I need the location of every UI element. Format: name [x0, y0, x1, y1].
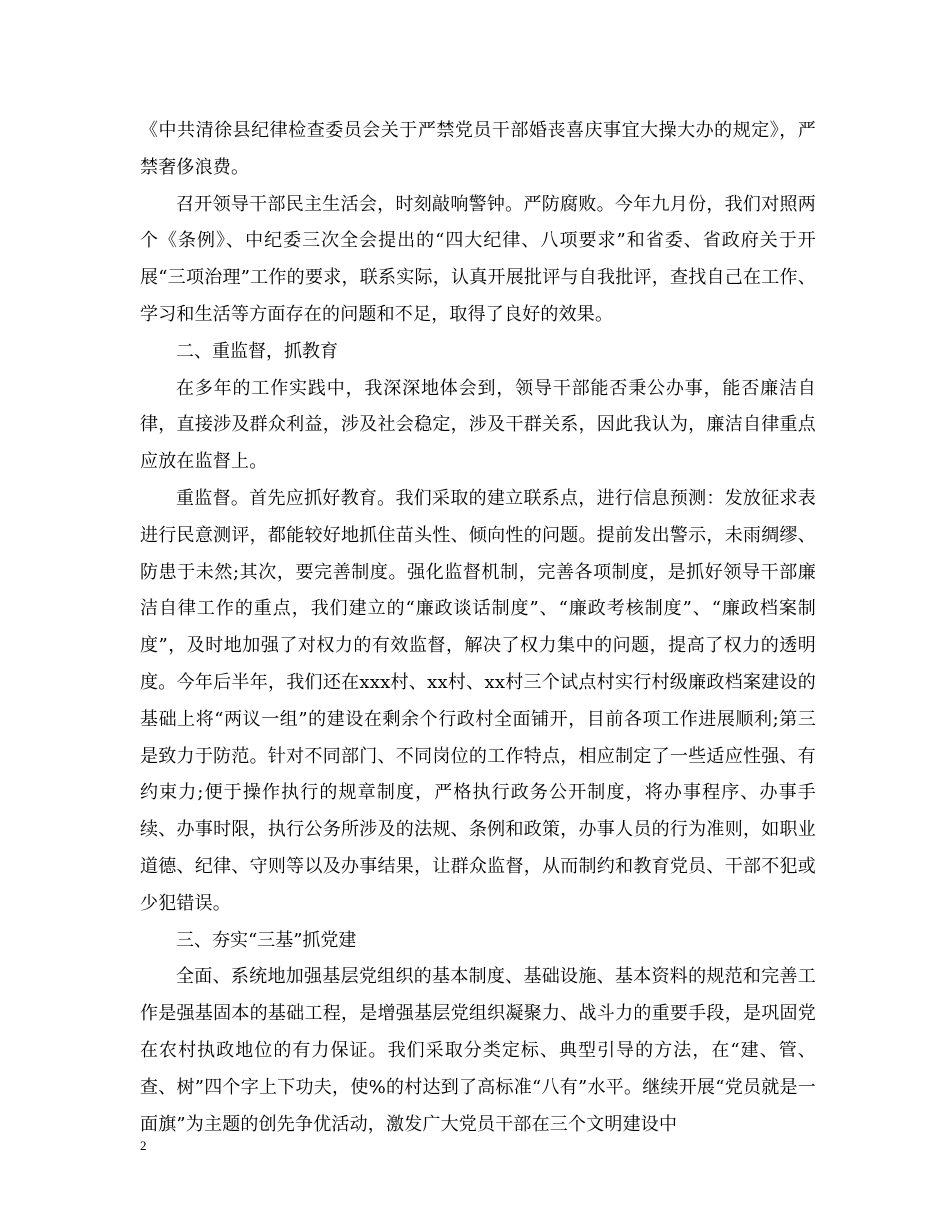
section-heading-2: 二、重监督，抓教育 — [176, 340, 338, 362]
document-body — [140, 113, 816, 1143]
paragraph-1: 《中共清徐县纪律检查委员会关于严禁党员干部婚丧喜庆事宜大操大办的规定》，严禁奢侈浪费。 — [140, 120, 816, 178]
page-number: 2 — [140, 1138, 147, 1153]
paragraph-2: 召开领导干部民主生活会，时刻敲响警钟。严防腐败。今年九月份，我们对照两个《条例》、中纪委三次全会提出的“四大纪律、八项要求”和省委、省政府关于开展“三项治理”工作的要求，联系实际，认真开展批评与自我批评，查找自己在工作、学习和生活等方面存在的问题和不足，取得了良好的效果。 — [140, 193, 816, 325]
paragraph-4: 重监督。首先应抓好教育。我们采取的建立联系点，进行信息预测：发放征求表进行民意测评，都能较好地抓住苗头性、倾向性的问题。提前发出警示，未雨绸缪、防患于未然;其次，要完善制度。强化监督机制，完善各项制度，是抓好领导干部廉洁自律工作的重点，我们建立的“廉政谈话制度”、“廉政考核制度”、“廉政档案制度”，及时地加强了对权力的有效监督，解决了权力集中的问题，提高了权力的透明度。今年后半年，我们还在xxx村、xx村、xx村三个试点村实行村级廉政档案建设的基础上将“两议一组”的建设在剩余个行政村全面铺开，目前各项工作进展顺利;第三是致力于防范。针对不同部门、不同岗位的工作特点，相应制定了一些适应性强、有约束力;便于操作执行的规章制度，严格执行政务公开制度，将办事程序、办事手续、办事时限，执行公务所涉及的法规、条例和政策，办事人员的行为准则，如职业道德、纪律、守则等以及办事结果，让群众监督，从而制约和教育党员、干部不犯或少犯错误。 — [140, 487, 816, 914]
section-heading-3: 三、夯实“三基”抓党建 — [176, 929, 357, 951]
paragraph-5: 全面、系统地加强基层党组织的基本制度、基础设施、基本资料的规范和完善工作是强基固本的基础工程，是增强基层党组织凝聚力、战斗力的重要手段，是巩固党在农村执政地位的有力保证。我们采取分类定标、典型引导的方法，在“建、管、查、树”四个字上下功夫，使%的村达到了高标准“八有”水平。继续开展“党员就是一面旗”为主题的创先争优活动，激发广大党员干部在三个文明建设中 — [140, 966, 816, 1135]
paragraph-3: 在多年的工作实践中，我深深地体会到，领导干部能否秉公办事，能否廉洁自律，直接涉及群众利益，涉及社会稳定，涉及干群关系，因此我认为，廉洁自律重点应放在监督上。 — [140, 377, 816, 473]
